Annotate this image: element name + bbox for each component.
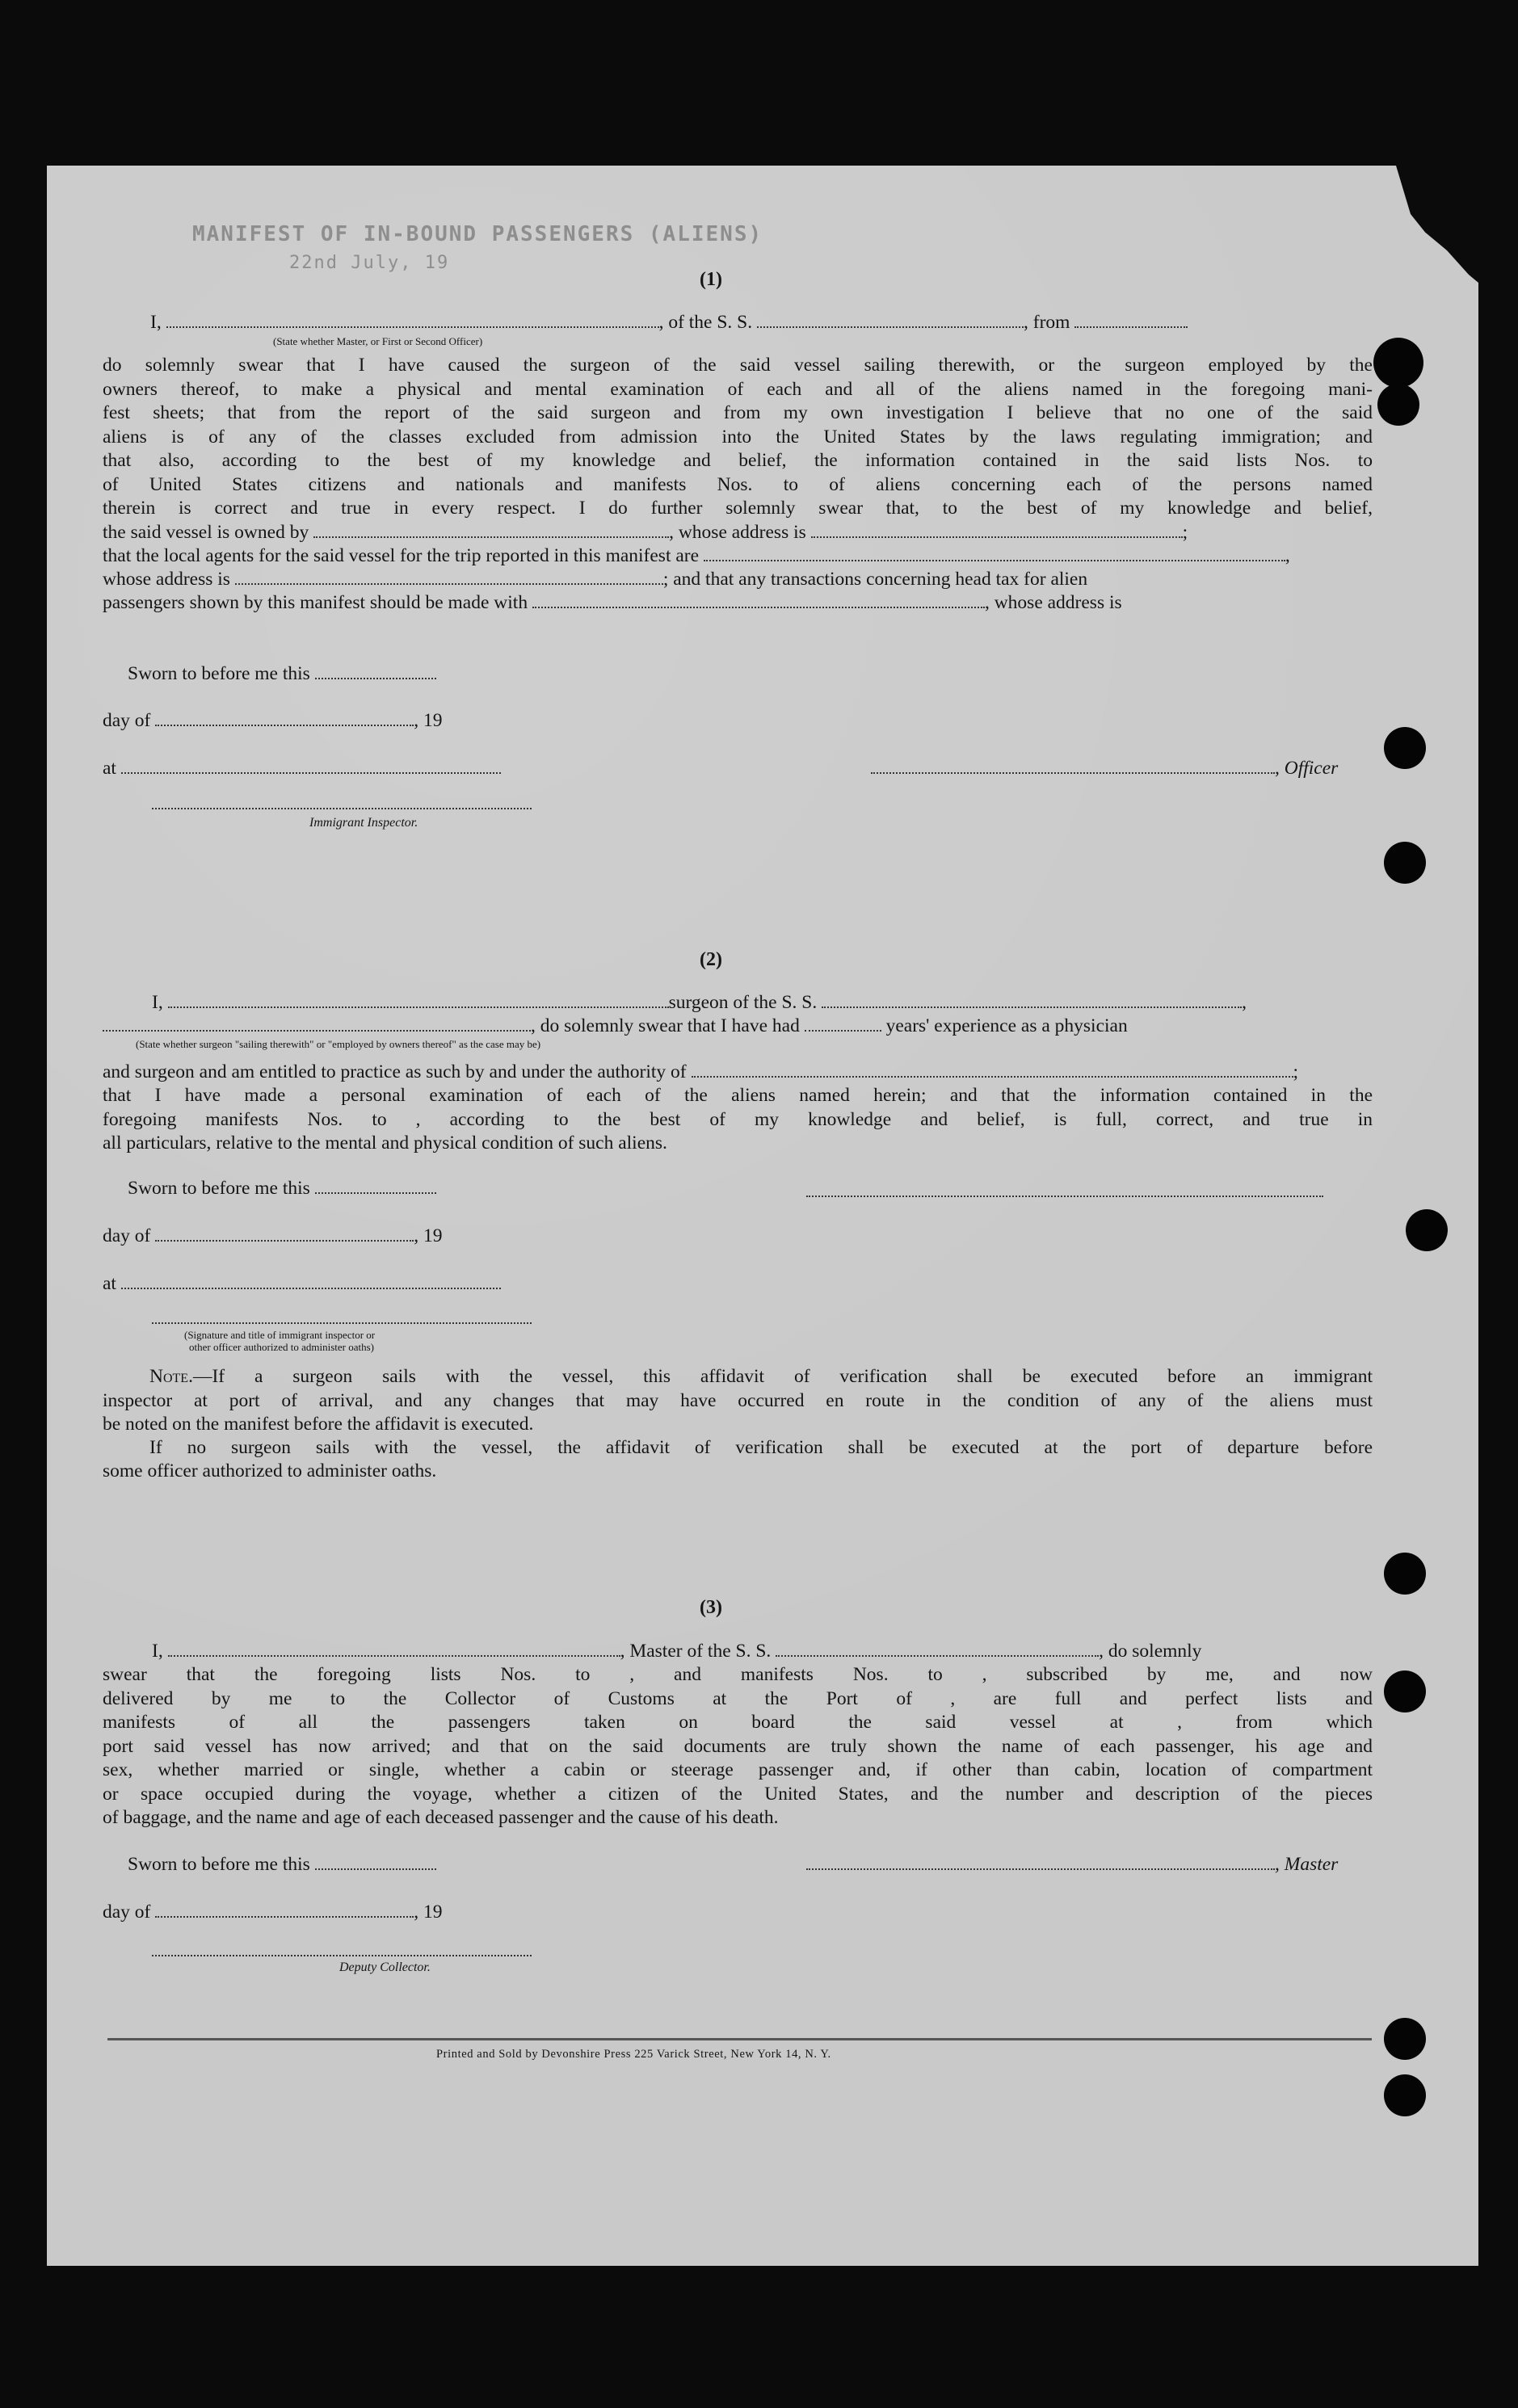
section-3-number: (3) <box>700 1597 722 1618</box>
binder-hole <box>1406 1209 1448 1251</box>
s1-day-blank[interactable] <box>155 724 414 726</box>
s1-text-line: fest sheets; that from the report of the said surgeon and from my own investigation I believe that no one of the said <box>103 402 1373 423</box>
s1-day-of-label: day of <box>103 710 151 731</box>
s1-from-label: , from <box>1024 312 1070 333</box>
s1-from-blank[interactable] <box>1074 326 1188 328</box>
s3-text-line: delivered by me to the Collector of Customs at the Port of , are full and perfect lists and <box>103 1687 1373 1709</box>
s2-paragraph <box>103 1084 1373 1132</box>
s3-sworn-blank[interactable] <box>315 1868 436 1870</box>
binder-hole <box>1377 384 1419 426</box>
s2-text-line: all particulars, relative to the mental and physical condition of such aliens. <box>103 1133 667 1154</box>
s2-note-line-1 <box>103 1365 1373 1389</box>
s3-deputy-signature-line[interactable] <box>152 1955 532 1956</box>
s1-agents-label: that the local agents for the said vessel for the trip reported in this manifest are <box>103 545 700 566</box>
binder-hole <box>1373 338 1423 388</box>
s2-surgeon-blank[interactable] <box>168 1006 669 1008</box>
s3-text-line: port said vessel has now arrived; and that on the said documents are truly shown the name of each passenger, his age and <box>103 1735 1373 1757</box>
s2-line2 <box>103 1015 1128 1038</box>
s2-day-blank[interactable] <box>155 1239 414 1242</box>
s1-paragraph <box>103 354 1373 521</box>
s3-day-line <box>103 1901 443 1924</box>
s1-day-line <box>103 709 443 733</box>
s2-note-text: —If a surgeon sails with the vessel, this affidavit of verification shall be executed before an immigrant <box>192 1366 1373 1387</box>
s3-day-of-label: day of <box>103 1902 151 1923</box>
s1-at-blank[interactable] <box>121 771 501 774</box>
s2-note-text: be noted on the manifest before the affidavit is executed. <box>103 1414 534 1435</box>
s3-text-line: swear that the foregoing lists Nos. to , and manifests Nos. to , subscribed by me, and now <box>103 1664 1373 1685</box>
s3-line1 <box>152 1640 1201 1663</box>
footer-rule <box>107 2038 1372 2040</box>
form-title-bleed: MANIFEST OF IN-BOUND PASSENGERS (ALIENS) <box>192 222 763 246</box>
s2-sworn-line <box>128 1177 436 1200</box>
s1-officer-note: (State whether Master, or First or Second Officer) <box>273 335 483 347</box>
binder-hole <box>1384 2074 1426 2116</box>
s1-agent-address-line <box>103 568 1087 591</box>
s2-surgeon-signature-line[interactable] <box>806 1196 1323 1197</box>
s2-sworn-label: Sworn to before me this <box>128 1178 310 1199</box>
s1-text-line: aliens is of any of the classes excluded from admission into the United States by the laws regulating immigration; and <box>103 426 1373 448</box>
s1-headtax-line <box>103 591 1122 615</box>
s3-deputy-label: Deputy Collector. <box>339 1960 431 1974</box>
s1-text-line: therein is correct and true in every respect. I do further solemnly swear that, to the best of my knowledge and belief, <box>103 498 1373 519</box>
binder-hole <box>1384 1553 1426 1595</box>
s1-owner-address-blank[interactable] <box>811 536 1183 538</box>
s1-owned-by-label: the said vessel is owned by <box>103 522 309 543</box>
s2-sworn-blank[interactable] <box>315 1191 436 1194</box>
s1-at-label: at <box>103 758 116 779</box>
s1-sworn-line <box>128 662 436 686</box>
printer-line: Printed and Sold by Devonshire Press 225 Varick Street, New York 14, N. Y. <box>436 2048 831 2061</box>
s3-paragraph <box>103 1663 1373 1806</box>
s2-status-blank[interactable] <box>103 1029 531 1032</box>
s1-agents-line: that the local agents for the said vessel for the trip reported in this manifest are , <box>103 545 1290 566</box>
manifest-page <box>47 166 1478 2266</box>
s1-inspector-label: Immigrant Inspector. <box>309 816 418 830</box>
s1-officer-signature-blank[interactable] <box>871 771 1275 774</box>
s2-note-paragraph <box>103 1365 1373 1413</box>
s1-text-line: owners thereof, to make a physical and mental examination of each and all of the aliens named in the foregoing mani- <box>103 378 1373 400</box>
s1-agents-blank[interactable] <box>704 559 1285 561</box>
s1-sworn-blank[interactable] <box>315 677 436 679</box>
s1-text-line: do solemnly swear that I have caused the surgeon of the said vessel sailing therewith, or the surgeon employed by the <box>103 355 1373 376</box>
s3-ss-blank[interactable] <box>776 1654 1099 1657</box>
s1-year-label: , 19 <box>414 710 443 731</box>
s3-master-of-ss-label: , Master of the S. S. <box>620 1641 772 1662</box>
s3-master-sign-line <box>806 1853 1338 1876</box>
s1-agent-address-blank[interactable] <box>235 582 663 585</box>
s2-signature-note-2: other officer authorized to administer oaths) <box>189 1341 374 1353</box>
s1-owner-blank[interactable] <box>313 536 669 538</box>
s2-note-text: some officer authorized to administer oaths. <box>103 1460 437 1481</box>
s1-ss-blank[interactable] <box>757 326 1024 328</box>
stamp-date-bleed: 22nd July, 19 <box>289 253 450 273</box>
s1-inspector-signature-line[interactable] <box>152 808 532 809</box>
s3-text-line: manifests of all the passengers taken on board the said vessel at , from which <box>103 1712 1373 1733</box>
s1-i-label: I, <box>150 312 162 333</box>
s1-owner-address-label: , whose address is <box>669 522 806 543</box>
s2-years-blank[interactable] <box>805 1029 881 1032</box>
s3-sworn-line <box>128 1853 436 1876</box>
s3-master-label: , Master <box>1275 1854 1339 1875</box>
s3-master-signature-blank[interactable] <box>806 1868 1275 1870</box>
s1-of-ss-label: , of the S. S. <box>658 312 753 333</box>
torn-corner <box>1338 166 1483 287</box>
s2-year-label: , 19 <box>414 1225 443 1246</box>
section-1-number: (1) <box>700 269 722 290</box>
s2-note-paragraph-2 <box>103 1436 1373 1460</box>
s2-at-line <box>103 1272 501 1296</box>
binder-hole <box>1384 727 1426 769</box>
s2-surgeon-of-ss-label: surgeon of the S. S. <box>668 992 818 1013</box>
s3-sworn-label: Sworn to before me this <box>128 1854 310 1875</box>
binder-hole <box>1384 2018 1426 2060</box>
s2-note-label: Note. <box>149 1366 193 1387</box>
s1-agent-address-label: whose address is <box>103 569 230 590</box>
s2-note-text: If no surgeon sails with the vessel, the affidavit of verification shall be executed at the port of departure before <box>149 1437 1373 1458</box>
s3-text-line: or space occupied during the voyage, whether a citizen of the United States, and the number and description of the pieces <box>103 1783 1373 1805</box>
s2-authority-blank[interactable] <box>692 1075 1293 1078</box>
s2-years-label: , do solemnly swear that I have had <box>531 1015 800 1036</box>
s2-day-of-label: day of <box>103 1225 151 1246</box>
s3-solemnly-label: , do solemnly <box>1099 1641 1202 1662</box>
s2-text-line: foregoing manifests Nos. to , according to the best of my knowledge and belief, is full, correct, and true in <box>103 1108 1373 1130</box>
s2-at-label: at <box>103 1273 116 1294</box>
s1-made-with-label: passengers shown by this manifest should be made with <box>103 592 528 613</box>
s2-i-label: I, <box>152 992 163 1013</box>
s2-day-line <box>103 1225 443 1248</box>
s1-officer-label: , Officer <box>1275 758 1339 779</box>
s1-made-with-blank[interactable] <box>532 606 985 608</box>
section-2-number: (2) <box>700 949 722 970</box>
binder-hole <box>1384 842 1426 884</box>
s2-text-line: that I have made a personal examination of each of the aliens named herein; and that the information contained in the <box>103 1085 1373 1106</box>
binder-hole <box>1384 1670 1426 1712</box>
s2-ss-blank[interactable] <box>822 1006 1242 1008</box>
s2-note-text: inspector at port of arrival, and any changes that may have occurred en route in the condition of any of the aliens must <box>103 1389 1373 1411</box>
s3-day-blank[interactable] <box>155 1915 414 1918</box>
s1-headtax-label: ; and that any transactions concerning head tax for alien <box>662 569 1088 590</box>
s3-i-label: I, <box>152 1641 163 1662</box>
s1-sworn-label: Sworn to before me this <box>128 663 310 684</box>
s1-owner-line: the said vessel is owned by , whose address is ; <box>103 522 1188 543</box>
s1-text-line: of United States citizens and nationals and manifests Nos. to of aliens concerning each of the persons named <box>103 473 1373 495</box>
s1-made-with-address-label: , whose address is <box>984 592 1122 613</box>
s3-master-blank[interactable] <box>168 1654 620 1657</box>
s1-text-line: that also, according to the best of my knowledge and belief, the information contained in the said lists Nos. to <box>103 450 1373 471</box>
s1-officer-blank[interactable] <box>166 326 659 328</box>
s3-year-label: , 19 <box>414 1902 443 1923</box>
s3-text-line: sex, whether married or single, whether a cabin or steerage passenger and, if other than cabin, location of compartment <box>103 1759 1373 1780</box>
s1-line1 <box>150 311 1188 334</box>
s2-signature-note-1: (Signature and title of immigrant inspector or <box>184 1329 376 1341</box>
s1-at-line <box>103 757 501 780</box>
s2-at-blank[interactable] <box>121 1287 501 1289</box>
s2-authority-label: and surgeon and am entitled to practice as such by and under the authority of <box>103 1061 687 1082</box>
s2-physician-label: years' experience as a physician <box>885 1015 1128 1036</box>
s2-line3: and surgeon and am entitled to practice as such by and under the authority of ; <box>103 1061 1299 1082</box>
s2-line1: I, surgeon of the S. S. , <box>152 992 1247 1013</box>
s3-text-line: of baggage, and the name and age of each deceased passenger and the cause of his death. <box>103 1807 779 1828</box>
s2-signature-line[interactable] <box>152 1322 532 1324</box>
s2-note: (State whether surgeon "sailing therewith" or "employed by owners thereof" as the case may be) <box>136 1038 541 1050</box>
s1-officer-sign-line <box>871 757 1338 780</box>
